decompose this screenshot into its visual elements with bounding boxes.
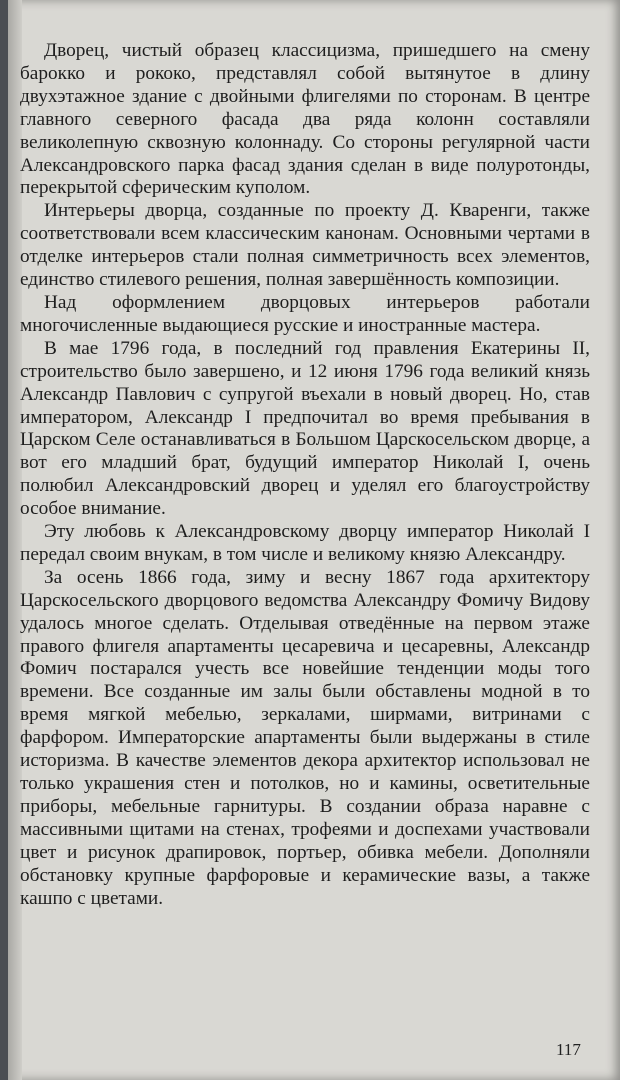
book-page xyxy=(8,0,620,1080)
page-number: 117 xyxy=(556,1040,581,1059)
body-text xyxy=(20,40,590,910)
paragraph: Интерьеры дворца, созданные по проекту Д. Кваренги, также соответствовали всем классическим канонам. Основными чертами в отделке интерьеров стали полная симметричность всех элементов, единство стилевого решения, полная завершённость композиции. xyxy=(20,200,590,291)
paragraph: В мае 1796 года, в последний год правления Екатерины II, строительство было завершено, и 12 июня 1796 года великий князь Александр Павлович с супругой въехали в новый дворец. Но, став императором, Александр I предпочитал во время пребывания в Царском Селе останавливаться в Большом Царскосельском дворце, а вот его младший брат, будущий император Николай I, очень полюбил Александровский дворец и уделял его благоустройству особое внимание. xyxy=(20,337,590,520)
paragraph: За осень 1866 года, зиму и весну 1867 года архитектору Царскосельского дворцового ведомства Александру Фомичу Видову удалось многое сделать. Отделывая отведённые на первом этаже правого флигеля апартаменты цесаревича и цесаревны, Александр Фомич постарался учесть все новейшие тенденции моды того времени. Все созданные им залы были обставлены модной в то время мягкой мебелью, зеркалами, ширмами, витринами с фарфором. Императорские апартаменты были выдержаны в стиле историзма. В качестве элементов декора архитектор использовал не только украшения стен и потолков, но и камины, осветительные приборы, мебельные гарнитуры. В создании образа наравне с массивными щитами на стенах, трофеями и доспехами участвовали цвет и рисунок драпировок, портьер, обивка мебели. Дополняли обстановку крупные фарфоровые и керамические вазы, а также кашпо с цветами. xyxy=(20,566,590,909)
paragraph: Эту любовь к Александровскому дворцу император Николай I передал своим внукам, в том числе и великому князю Александру. xyxy=(20,521,590,565)
paragraph: Над оформлением дворцовых интерьеров работали многочисленные выдающиеся русские и иностранные мастера. xyxy=(20,291,590,336)
paragraph: Дворец, чистый образец классицизма, пришедшего на смену барокко и рококо, представлял собой вытянутое в длину двухэтажное здание с двойными флигелями по сторонам. В центре главного северного фасада два ряда колонн составляли великолепную сквозную колоннаду. Со стороны регулярной части Александровского парка фасад здания сделан в виде полуротонды, перекрытой сферическим куполом. xyxy=(20,40,590,199)
